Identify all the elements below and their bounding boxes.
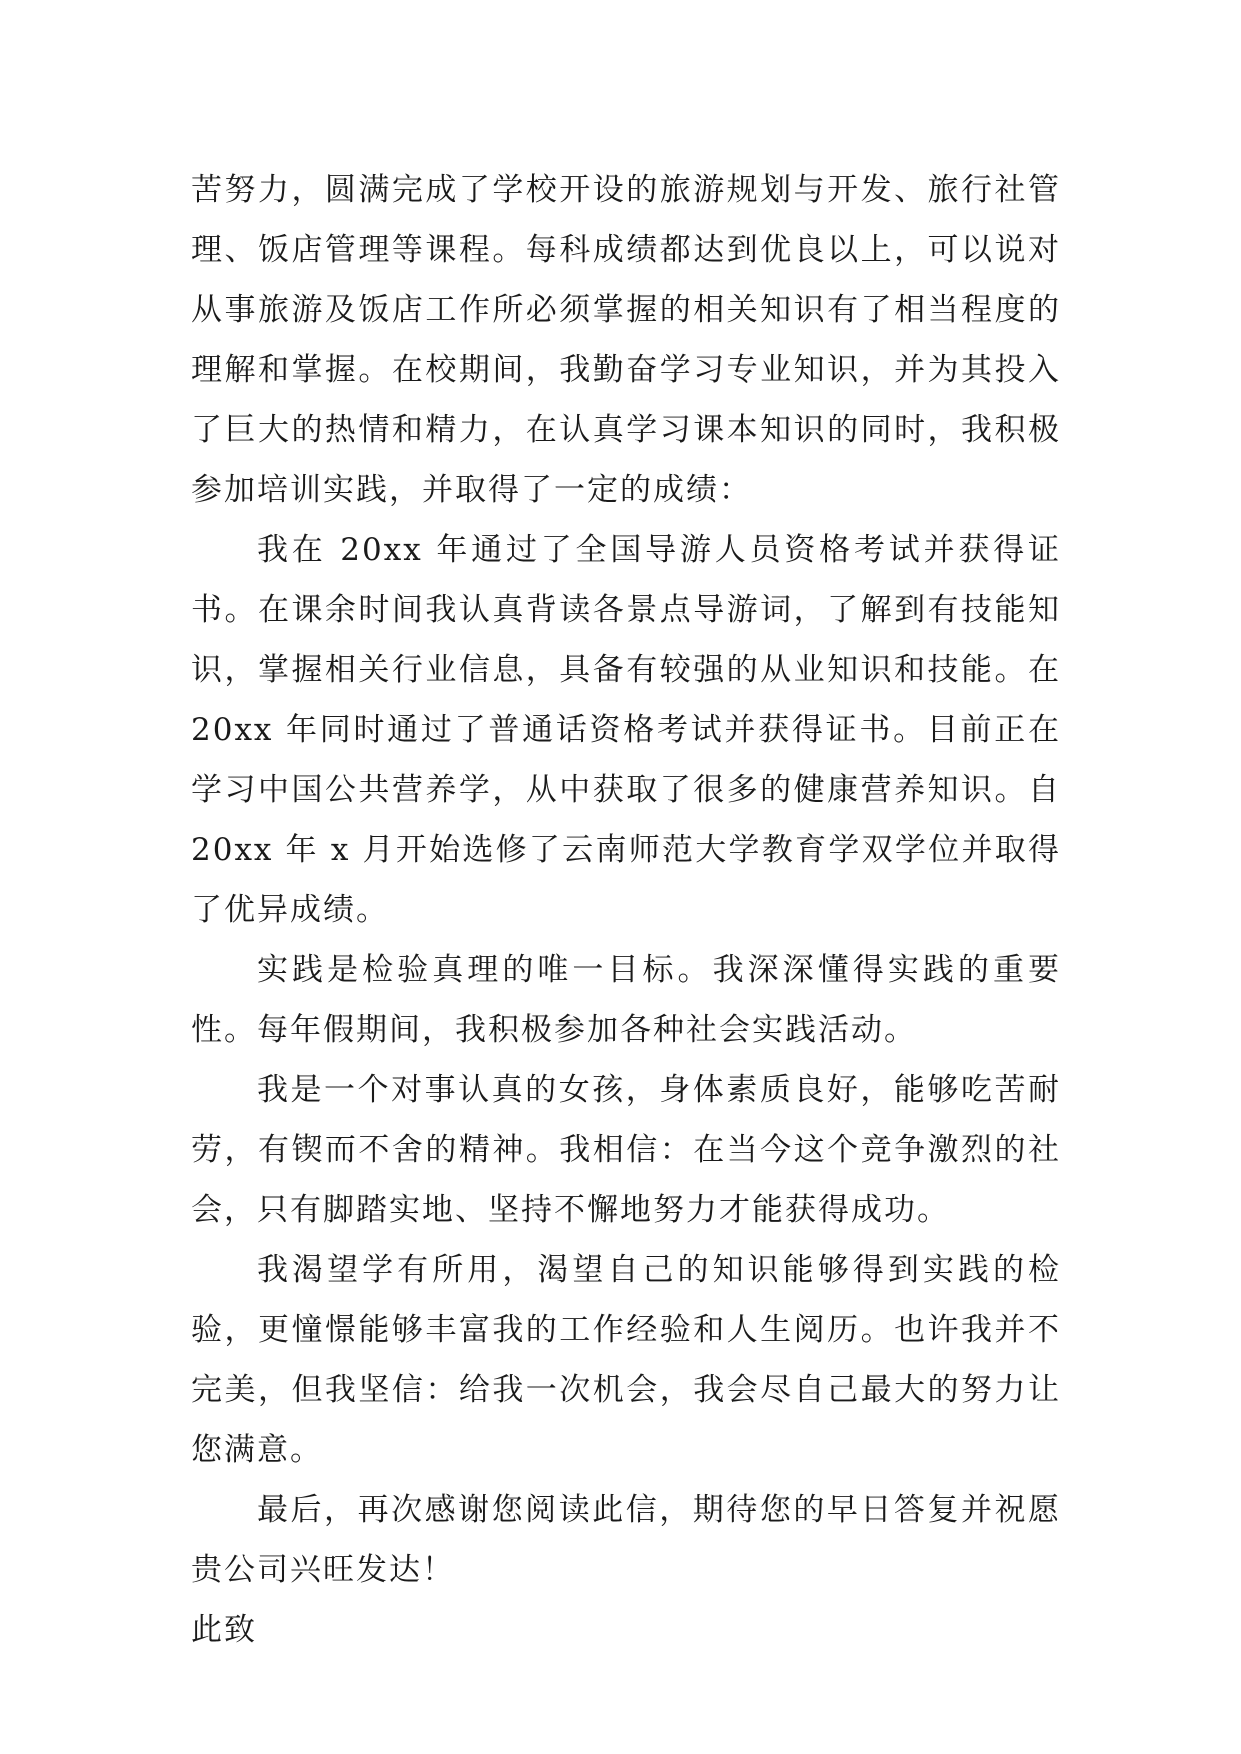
paragraph-3: 实践是检验真理的唯一目标。我深深懂得实践的重要性。每年假期间，我积极参加各种社会实践活动。 bbox=[191, 952, 1061, 1048]
paragraph-1: 苦努力，圆满完成了学校开设的旅游规划与开发、旅行社管理、饭店管理等课程。每科成绩都达到优良以上，可以说对从事旅游及饭店工作所必须掌握的相关知识有了相当程度的理解和掌握。在校期间，我勤奋学习专业知识，并为其投入了巨大的热情和精力，在认真学习课本知识的同时，我积极参加培训实践，并取得了一定的成绩： bbox=[191, 172, 1061, 508]
paragraph-5: 我渴望学有所用，渴望自己的知识能够得到实践的检验，更憧憬能够丰富我的工作经验和人生阅历。也许我并不完美，但我坚信：给我一次机会，我会尽自己最大的努力让您满意。 bbox=[191, 1252, 1061, 1468]
paragraph-4: 我是一个对事认真的女孩，身体素质良好，能够吃苦耐劳，有锲而不舍的精神。我相信：在当今这个竞争激烈的社会，只有脚踏实地、坚持不懈地努力才能获得成功。 bbox=[191, 1072, 1061, 1228]
letter-body bbox=[191, 160, 1061, 1660]
paragraph-6: 最后，再次感谢您阅读此信，期待您的早日答复并祝愿贵公司兴旺发达！ bbox=[191, 1492, 1061, 1588]
paragraph-2: 我在 20xx 年通过了全国导游人员资格考试并获得证书。在课余时间我认真背读各景点导游词，了解到有技能知识，掌握相关行业信息，具备有较强的从业知识和技能。在 20xx 年同时通过了普通话资格考试并获得证书。目前正在学习中国公共营养学，从中获取了很多的健康营养知识。自 20xx 年 x 月开始选修了云南师范大学教育学双学位并取得了优异成绩。 bbox=[191, 532, 1061, 928]
closing-salutation: 此致 bbox=[191, 1612, 257, 1648]
